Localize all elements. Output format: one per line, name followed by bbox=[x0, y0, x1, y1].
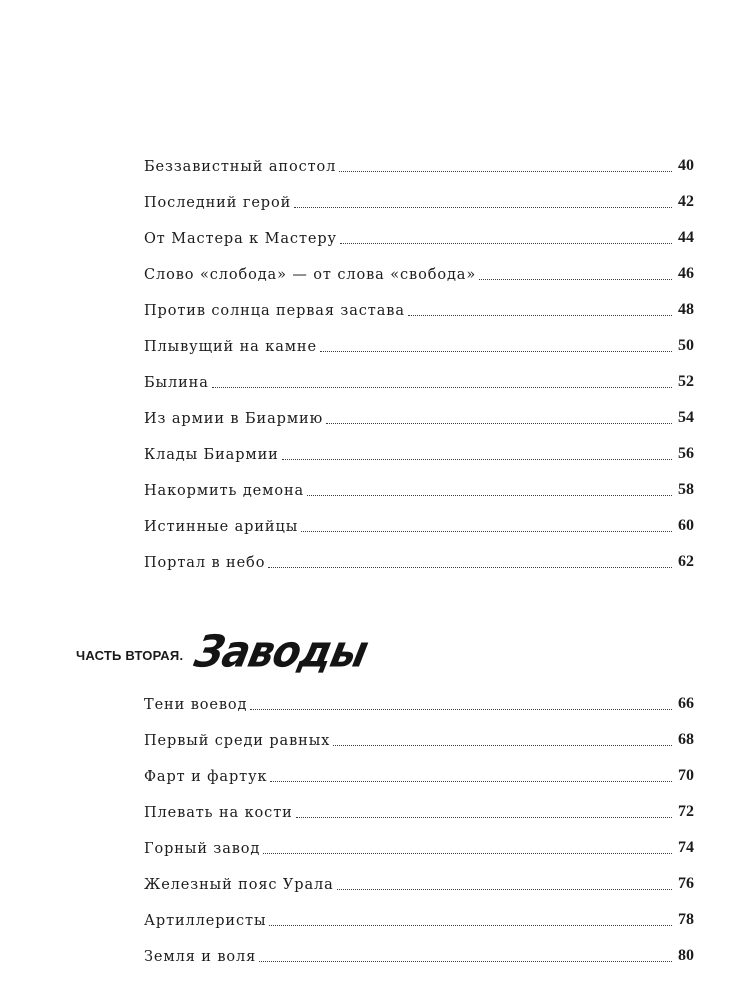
toc-entry-page: 48 bbox=[678, 301, 694, 318]
dot-leader bbox=[479, 279, 672, 280]
dot-leader bbox=[263, 853, 672, 854]
toc-entry bbox=[144, 182, 694, 212]
toc-entry-page: 78 bbox=[678, 911, 694, 928]
toc-entry-title: Истинные арийцы bbox=[144, 518, 299, 535]
toc-entry-page: 62 bbox=[678, 553, 694, 570]
toc-entry-title: Фарт и фартук bbox=[144, 768, 268, 785]
toc-entry bbox=[144, 936, 694, 966]
toc-entry-page: 44 bbox=[678, 229, 694, 246]
toc-entry-title: Портал в небо bbox=[144, 554, 266, 571]
dot-leader bbox=[270, 781, 672, 782]
toc-entry bbox=[144, 218, 694, 248]
dot-leader bbox=[337, 889, 672, 890]
dot-leader bbox=[269, 925, 672, 926]
toc-entry-title: Плывущий на камне bbox=[144, 338, 317, 355]
dot-leader bbox=[408, 315, 672, 316]
toc-entry bbox=[144, 542, 694, 572]
toc-entry bbox=[144, 828, 694, 858]
toc-entry-title: Плевать на кости bbox=[144, 804, 293, 821]
toc-entry-title: Тени воевод bbox=[144, 696, 248, 713]
toc-entry-page: 52 bbox=[678, 373, 694, 390]
dot-leader bbox=[301, 531, 672, 532]
part-heading bbox=[76, 614, 373, 678]
dot-leader bbox=[333, 745, 672, 746]
dot-leader bbox=[307, 495, 672, 496]
toc-entry-title: Железный пояс Урала bbox=[144, 876, 334, 893]
toc-entry-page: 56 bbox=[678, 445, 694, 462]
toc-entry-title: От Мастера к Мастеру bbox=[144, 230, 337, 247]
dot-leader bbox=[339, 171, 672, 172]
dot-leader bbox=[268, 567, 672, 568]
part-label: ЧАСТЬ ВТОРАЯ. bbox=[76, 648, 184, 663]
toc-entry bbox=[144, 362, 694, 392]
dot-leader bbox=[340, 243, 672, 244]
toc-entry bbox=[144, 864, 694, 894]
toc-entry-title: Земля и воля bbox=[144, 948, 257, 965]
toc-entry-title: Горный завод bbox=[144, 840, 261, 857]
toc-entry-title: Беззавистный апостол bbox=[144, 158, 337, 175]
toc-entry bbox=[144, 398, 694, 428]
toc-entry-page: 54 bbox=[678, 409, 694, 426]
toc-entry-title: Былина bbox=[144, 374, 209, 391]
toc-entry-page: 80 bbox=[678, 947, 694, 964]
toc-entry-page: 68 bbox=[678, 731, 694, 748]
toc-entry-title: Против солнца первая застава bbox=[144, 302, 405, 319]
toc-entry-title: Накормить демона bbox=[144, 482, 305, 499]
dot-leader bbox=[320, 351, 672, 352]
dot-leader bbox=[250, 709, 672, 710]
toc-entry-page: 46 bbox=[678, 265, 694, 282]
toc-entry-title: Из армии в Биармию bbox=[144, 410, 324, 427]
toc-entry bbox=[144, 470, 694, 500]
dot-leader bbox=[212, 387, 672, 388]
toc-entry bbox=[144, 506, 694, 536]
toc-entry bbox=[144, 900, 694, 930]
toc-entry bbox=[144, 684, 694, 714]
toc-entry bbox=[144, 254, 694, 284]
toc-entry bbox=[144, 756, 694, 786]
toc-entry-page: 70 bbox=[678, 767, 694, 784]
toc-entry-page: 72 bbox=[678, 803, 694, 820]
dot-leader bbox=[259, 961, 672, 962]
toc-entry bbox=[144, 326, 694, 356]
dot-leader bbox=[294, 207, 672, 208]
toc-entry-title: Слово «слобода» — от слова «свобода» bbox=[144, 266, 477, 283]
toc-entry bbox=[144, 146, 694, 176]
toc-entry-page: 40 bbox=[678, 157, 694, 174]
toc-entry-page: 50 bbox=[678, 337, 694, 354]
toc-entry-page: 60 bbox=[678, 517, 694, 534]
part-title: Заводы bbox=[190, 626, 373, 678]
toc-entry-title: Клады Биармии bbox=[144, 446, 279, 463]
dot-leader bbox=[296, 817, 672, 818]
toc-entry-page: 66 bbox=[678, 695, 694, 712]
toc-entry bbox=[144, 290, 694, 320]
toc-entry-title: Артиллеристы bbox=[144, 912, 267, 929]
toc-entry-page: 42 bbox=[678, 193, 694, 210]
toc-entry-page: 74 bbox=[678, 839, 694, 856]
toc-entry-title: Последний герой bbox=[144, 194, 292, 211]
toc-entry-page: 76 bbox=[678, 875, 694, 892]
toc-entry bbox=[144, 792, 694, 822]
dot-leader bbox=[326, 423, 672, 424]
dot-leader bbox=[282, 459, 672, 460]
toc-entry bbox=[144, 434, 694, 464]
toc-entry-page: 58 bbox=[678, 481, 694, 498]
toc-entry bbox=[144, 720, 694, 750]
toc-entry-title: Первый среди равных bbox=[144, 732, 331, 749]
